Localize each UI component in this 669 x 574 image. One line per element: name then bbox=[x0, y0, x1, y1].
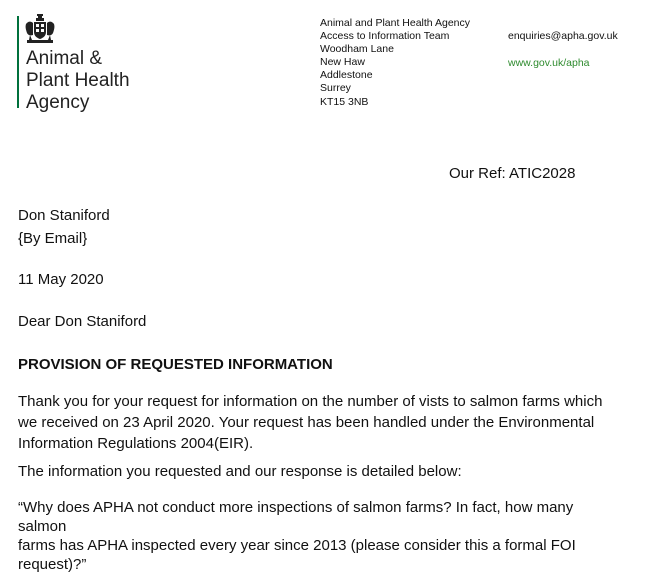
salutation: Dear Don Staniford bbox=[18, 313, 147, 330]
address-line: Animal and Plant Health Agency bbox=[320, 17, 471, 29]
quote-line: farms has APHA inspected every year since 2013 (please consider this a formal FOI bbox=[18, 537, 576, 554]
our-reference: Our Ref: ATIC2028 bbox=[449, 165, 576, 182]
contact-email: enquiries@apha.gov.uk bbox=[508, 30, 618, 42]
paragraph-line: we received on 23 April 2020. Your request has been handled under the Environmental bbox=[18, 414, 595, 431]
quoted-request bbox=[18, 498, 648, 574]
address-line: Surrey bbox=[320, 82, 351, 95]
address-line: Woodham Lane bbox=[320, 43, 394, 56]
logo-divider bbox=[17, 16, 19, 108]
letter-date: 11 May 2020 bbox=[18, 271, 104, 288]
quote-line: “Why does APHA not conduct more inspections of salmon farms? In fact, how many bbox=[18, 499, 574, 516]
paragraph-line: Thank you for your request for information on the number of vists to salmon farms which bbox=[18, 393, 603, 410]
paragraph-response-intro: The information you requested and our response is detailed below: bbox=[18, 463, 462, 480]
letter-heading: PROVISION OF REQUESTED INFORMATION bbox=[18, 356, 333, 373]
sender-address bbox=[320, 17, 470, 109]
logo-text-line-3: Agency bbox=[26, 92, 90, 113]
contact-website-link[interactable]: www.gov.uk/apha bbox=[508, 57, 590, 69]
paragraph-request-ack bbox=[18, 391, 648, 454]
royal-crest-logo bbox=[22, 12, 58, 48]
address-line: KT15 3NB bbox=[320, 95, 369, 108]
address-line: Access to Information Team bbox=[320, 30, 450, 43]
address-line: New Haw bbox=[320, 56, 365, 69]
recipient-delivery: {By Email} bbox=[18, 230, 88, 247]
logo-text-line-2: Plant Health bbox=[26, 70, 130, 91]
quote-line: salmon bbox=[18, 518, 67, 535]
quote-line: request)?” bbox=[18, 556, 87, 573]
address-line: Addlestone bbox=[320, 69, 373, 82]
recipient-name: Don Staniford bbox=[18, 207, 110, 224]
paragraph-line: Information Regulations 2004(EIR). bbox=[18, 435, 254, 452]
logo-text-line-1: Animal & bbox=[26, 48, 103, 69]
